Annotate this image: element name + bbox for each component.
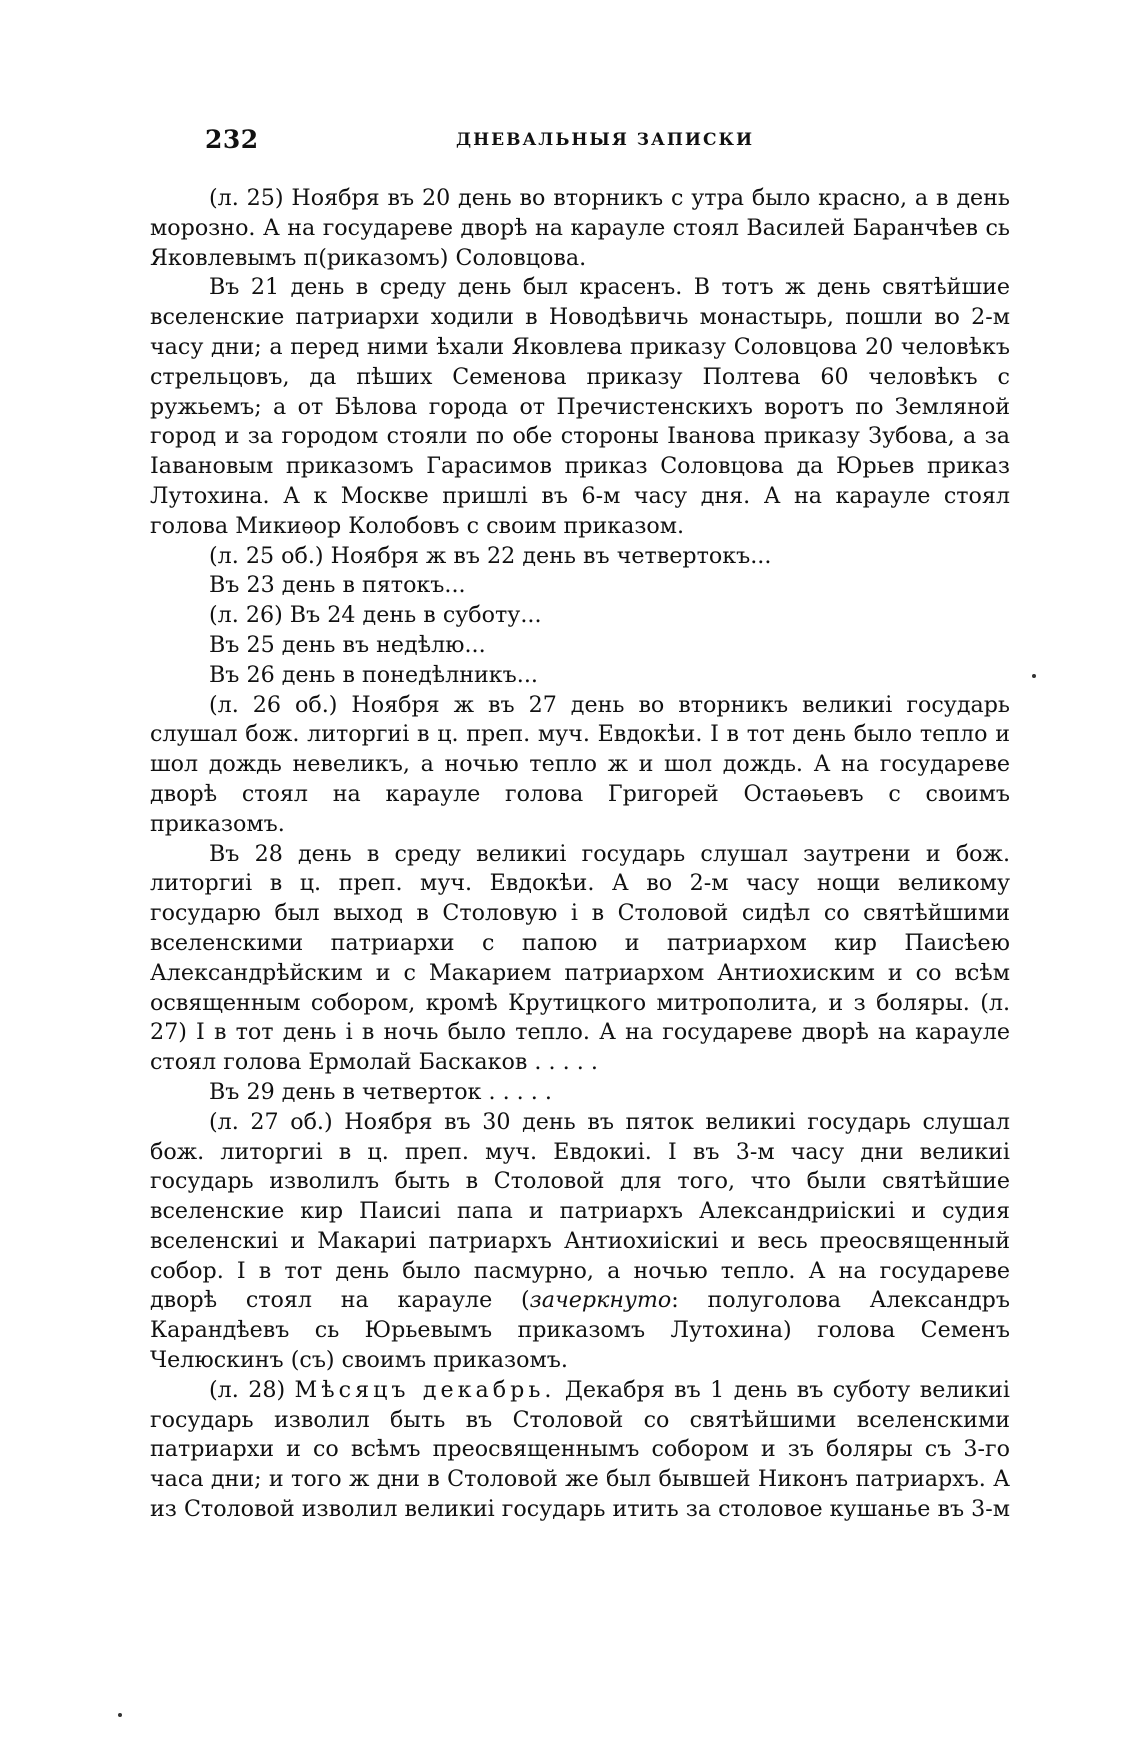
- scan-speck: [118, 1713, 122, 1717]
- paragraph-nov-30: [150, 1108, 1010, 1376]
- running-title: ДНЕВАЛЬНЫЯ ЗАПИСКИ: [455, 130, 755, 150]
- page-number: 232: [205, 125, 259, 154]
- body-text: [150, 184, 1010, 1525]
- paragraph-nov-23: Въ 23 день в пятокъ...: [209, 572, 466, 599]
- paragraph-nov-28: Въ 28 день в среду великиі государь слушал заутрени и бож. литоргиі в ц. преп. муч. Евдокѣи. А во 2-м часу нощи великому государю был выход в Столовую і в Столовой сидѣл со святѣйшими вселенскими патриархи с папою и патриархом кир Паисѣею Александрѣйским и с Макарием патриархом Антиохиским и со всѣм освященным собором, кромѣ Крутицкого митрополита, и з боляры. (л. 27) І в тот день і в ночь было тепло. А на государеве дворѣ на карауле стоял голова Ермолай Баскаков . . . . .: [150, 840, 1010, 1076]
- italic-note: зачеркнуто: [529, 1287, 672, 1314]
- paragraph-nov-26: Въ 26 день в понедѣлникъ...: [209, 661, 538, 688]
- page-header: [205, 125, 1005, 159]
- paragraph-nov-27: (л. 26 об.) Ноября ж въ 27 день во вторникъ великиі государь слушал бож. литоргиі в ц. преп. муч. Евдокѣи. І в тот день было тепло и шол дождь невеликъ, а ночью тепло ж и шол дождь. А на государеве дворѣ стоял на карауле голова Григорей Остаѳьевъ с своимъ приказомъ.: [150, 691, 1010, 837]
- text-run: (л. 28): [209, 1376, 295, 1403]
- month-heading: Мѣсяцъ декабрь.: [294, 1376, 556, 1403]
- paragraph-nov-29: Въ 29 день в четверток . . . . .: [209, 1078, 552, 1105]
- paragraph-dec-1: [150, 1376, 1010, 1525]
- paragraph-nov-24: (л. 26) Въ 24 день в суботу...: [209, 602, 542, 629]
- text-run: (л. 27 об.) Ноября въ 30 день въ пяток великиі государь слушал бож. литоргиі в ц. преп. муч. Евдокиі. І въ 3-м часу дни великиі государь изволилъ быть в Столовой для того, что были святѣйшие вселенские кир Паисиі папа и патриархъ Александриіскиі и судия вселенскиі и Макариі патриархъ Антиохиіскиі и весь преосвященный собор. І в тот день было пасмурно, а ночью тепло. А на государеве дворѣ стоял на карауле (: [150, 1108, 1010, 1314]
- paragraph-nov-22: (л. 25 об.) Ноября ж въ 22 день въ четвертокъ...: [209, 542, 772, 569]
- text-run: Декабря въ 1 день въ суботу великиі государь изволил быть въ Столовой со святѣйшими вселенскими патриархи и со всѣмъ преосвященнымъ собором и зъ боляры съ 3-го часа дни; и того ж дни в Столовой же был бывшей Никонъ патриархъ. А из Столовой изволил великиі государь итить за столовое кушанье въ 3-м: [150, 1376, 1011, 1523]
- scan-speck: [1032, 674, 1036, 678]
- text-run: : полуголова Александръ Карандѣевъ сь Юрьевымъ приказомъ Лутохина) голова Семенъ Челюскинъ (съ) своимъ приказомъ.: [150, 1287, 1010, 1374]
- paragraph-nov-25: Въ 25 день въ недѣлю...: [209, 631, 486, 658]
- paragraph-nov-21: Въ 21 день в среду день был красенъ. В тотъ ж день святѣйшие вселенские патриархи ходили в Новодѣвичь монастырь, пошли во 2-м часу дни; а перед ними ѣхали Яковлева приказу Соловцова 20 человѣкъ стрельцовъ, да пѣших Семенова приказу Полтева 60 человѣкъ с ружьемъ; а от Бѣлова города от Пречистенскихъ воротъ по Земляной город и за городом стояли по обе стороны Іванова приказу Зубова, а за Іавановым приказомъ Гарасимов приказ Соловцова да Юрьев приказ Лутохина. А к Москве пришлі въ 6-м часу дня. А на карауле стоял голова Микиѳор Колобовъ с своим приказом.: [150, 274, 1010, 539]
- paragraph-nov-20: (л. 25) Ноября въ 20 день во вторникъ с утра было красно, а в день морозно. А на государеве дворѣ на карауле стоял Василей Баранчѣев сь Яковлевымъ п(риказомъ) Соловцова.: [150, 185, 1010, 271]
